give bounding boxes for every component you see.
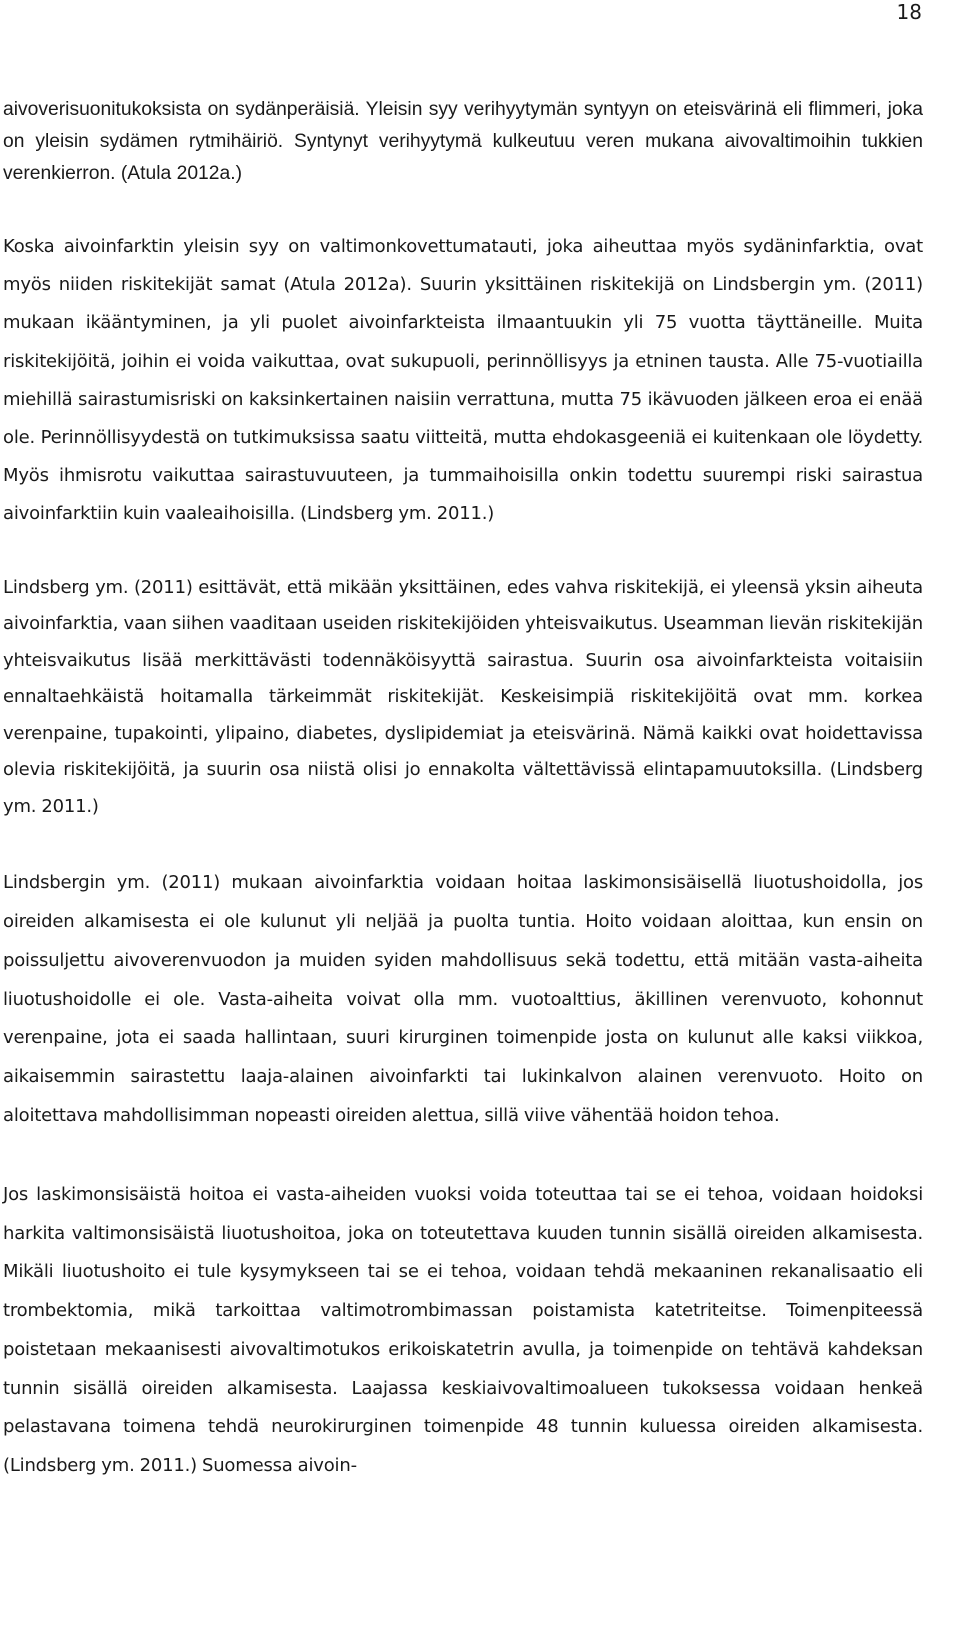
paragraph-spacer — [3, 1136, 923, 1176]
paragraph-spacer — [3, 825, 923, 864]
paragraph-5: Jos laskimonsisäistä hoitoa ei vasta-aiheiden vuoksi voida toteuttaa tai se ei tehoa, voidaan hoidoksi harkita valtimonsisäistä liuotushoitoa, joka on toteutettava kuuden tunnin sisällä oireiden alkamisesta. Mikäli liuotushoito ei tule kysymykseen tai se ei tehoa, voidaan tehdä mekaaninen rekanalisaatio eli trombektomia, mikä tarkoittaa valtimotrombimassan poistamista katetriteitse. Toimenpiteessä poistetaan mekaanisesti aivovaltimotukos erikoiskatetrin avulla, ja toimenpide on tehtävä kahdeksan tunnin sisällä oireiden alkamisesta. Laajassa keskiaivovaltimoalueen tukoksessa voidaan henkeä pelastavana toimena tehdä neurokirurginen toimenpide 48 tunnin kuluessa oireiden alkamisesta. (Lindsberg ym. 2011.) Suomessa aivoin- — [3, 1183, 923, 1477]
body-text — [3, 94, 923, 1486]
paragraph-spacer — [3, 534, 923, 570]
page-number: 18 — [896, 0, 922, 24]
paragraph-3: Lindsberg ym. (2011) esittävät, että mikään yksittäinen, edes vahva riskitekijä, ei yleensä yksin aiheuta aivoinfarktia, vaan siihen vaaditaan useiden riskitekijöiden yhteisvaikutus. Useamman lievän riskitekijän yhteisvaikutus lisää merkittävästi todennäköisyyttä sairastua. Suurin osa aivoinfarkteista voitaisiin ennaltaehkäistä hoitamalla tärkeimmät riskitekijät. Keskeisimpiä riskitekijöitä ovat mm. korkea verenpaine, tupakointi, ylipaino, diabetes, dyslipidemiat ja eteisvärinä. Nämä kaikki ovat hoidettavissa olevia riskitekijöitä, ja suurin osa niistä olisi jo ennakolta vältettävissä elintapamuutoksilla. (Lindsberg ym. 2011.) — [3, 576, 923, 817]
paragraph-2: Koska aivoinfarktin yleisin syy on valtimonkovettumatauti, joka aiheuttaa myös sydäninfarktia, ovat myös niiden riskitekijät samat (Atula 2012a). Suurin yksittäinen riskitekijä on Lindsbergin ym. (2011) mukaan ikääntyminen, ja yli puolet aivoinfarkteista ilmaantuukin yli 75 vuotta täyttäneille. Muita riskitekijöitä, joihin ei voida vaikuttaa, ovat sukupuoli, perinnöllisyys ja etninen tausta. Alle 75-vuotiailla miehillä sairastumisriski on kaksinkertainen naisiin verrattuna, mutta 75 ikävuoden jälkeen eroa ei enää ole. Perinnöllisyydestä on tutkimuksissa saatu viitteitä, mutta ehdokasgeeniä ei kuitenkaan ole löydetty. Myös ihmisrotu vaikuttaa sairastuvuuteen, ja tummaihoisilla onkin todettu suurempi riski sairastua aivoinfarktiin kuin vaaleaihoisilla. (Lindsberg ym. 2011.) — [3, 236, 923, 525]
paragraph-4: Lindsbergin ym. (2011) mukaan aivoinfarktia voidaan hoitaa laskimonsisäisellä liuotushoidolla, jos oireiden alkamisesta ei ole kulunut yli neljää ja puolta tuntia. Hoito voidaan aloittaa, kun ensin on poissuljettu aivoverenvuodon ja muiden syiden mahdollisuus sekä todettu, että mitään vasta-aiheita liuotushoidolle ei ole. Vasta-aiheita voivat olla mm. vuotoalttius, äkillinen verenvuoto, kohonnut verenpaine, jota ei saada hallintaan, suuri kirurginen toimenpide josta on kulunut alle kaksi viikkoa, aikaisemmin sairastettu laaja-alainen aivoinfarkti tai lukinkalvon alainen verenvuoto. Hoito on aloitettava mahdollisimman nopeasti oireiden alettua, sillä viive vähentää hoidon tehoa. — [3, 872, 923, 1126]
paragraph-spacer — [3, 190, 923, 228]
paragraph-1: aivoverisuonitukoksista on sydänperäisiä. Yleisin syy verihyytymän syntyyn on eteisvärinä eli flimmeri, joka on yleisin sydämen rytmihäiriö. Syntynyt verihyytymä kulkeutuu veren mukana aivovaltimoihin tukkien verenkierron. (Atula 2012a.) — [3, 99, 923, 184]
